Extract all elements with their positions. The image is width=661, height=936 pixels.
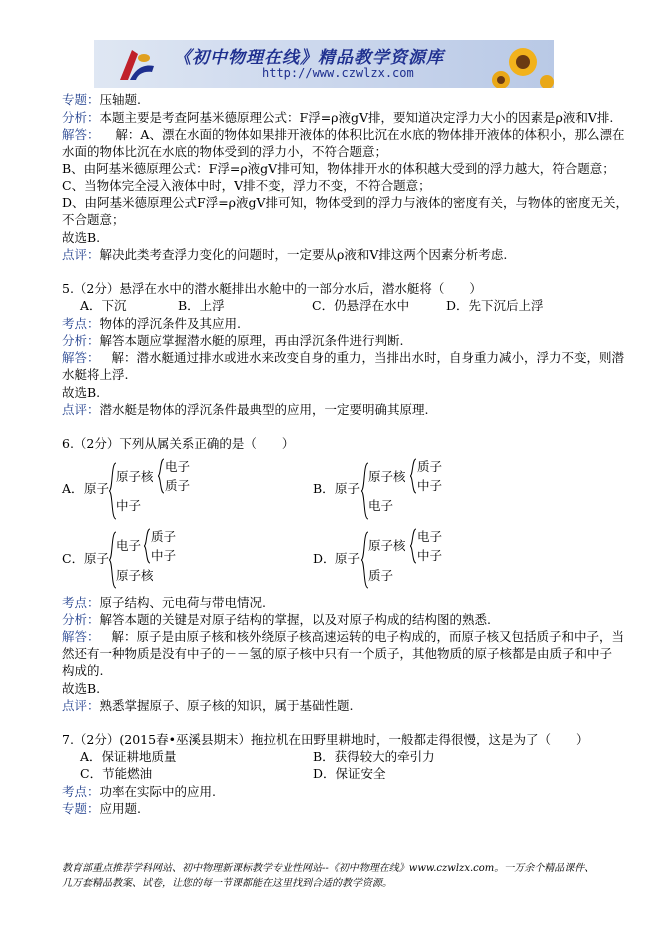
q6-solution-3: 构成的. [62, 663, 104, 678]
q7-keypoint: 功率在实际中的应用. [99, 784, 216, 799]
site-logo-icon [114, 44, 158, 84]
q5-answer: 故选B. [62, 385, 101, 400]
q6-solution-1: 解：原子是由原子核和核外绕原子核高速运转的电子构成的，而原子核又包括质子和中子，当 [111, 629, 624, 644]
footer-line-2: 几万套精品教案、试卷，让您的每一节课都能在这里找到合适的教学资源。 [62, 878, 392, 889]
q7-topic: 应用题. [99, 801, 141, 816]
q6-c-letter: C． [62, 551, 85, 566]
q6-answer: 故选B. [62, 681, 101, 696]
q6-a-subbrace [157, 458, 165, 494]
q7-stem: 7.（2分）(2015春•巫溪县期末）拖拉机在田野里耕地时，一般都走得很慢，这是为了（ ） [62, 732, 589, 747]
q7-option-b: B．获得较大的牵引力 [313, 749, 435, 764]
q6-analysis-line [62, 611, 491, 628]
q6-b-root: 原子 [335, 481, 361, 496]
q6-stem: 6.（2分）下列从属关系正确的是（ ） [62, 436, 295, 451]
q6-solution-2: 然还有一种物质是没有中子的－－氢的原子核中只有一个质子，其他物质的原子核都是由质子和中子 [62, 646, 613, 661]
q5-option-d: D．先下沉后上浮 [446, 298, 544, 313]
comment-label: 点评： [62, 247, 100, 262]
q6-solution-line1 [62, 628, 624, 645]
q6-d-letter: D． [313, 551, 336, 566]
q5-option-a: A．下沉 [80, 298, 127, 313]
q6-d-sub: 原子核 [368, 538, 406, 553]
analysis-label: 分析： [62, 333, 100, 348]
q6-c-other: 原子核 [116, 568, 154, 583]
q4-solution-1: 解：A、漂在水面的物体如果排开液体的体积比沉在水底的物体排开液体的体积小，那么漂在 [115, 127, 625, 142]
q6-c-root: 原子 [84, 551, 110, 566]
solution-label: 解答： [62, 629, 100, 644]
q6-b-leaf2: 中子 [417, 478, 443, 493]
q6-comment-line [62, 697, 354, 714]
q6-keypoint: 原子结构、元电荷与带电情况. [99, 595, 266, 610]
q4-analysis-line [62, 109, 613, 126]
q5-comment: 潜水艇是物体的浮沉条件最典型的应用，一定要明确其原理. [99, 402, 429, 417]
analysis-label: 分析： [62, 612, 100, 627]
q6-c-subbrace [143, 528, 151, 564]
q5-analysis: 解答本题应掌握潜水艇的原理，再由浮沉条件进行判断. [99, 333, 404, 348]
q4-answer: 故选B. [62, 230, 101, 245]
q4-solution-2: 水面的物体比沉在水底的物体受到的浮力小，不符合题意； [62, 144, 388, 159]
q5-option-b: B．上浮 [178, 298, 225, 313]
q6-d-leaf2: 中子 [417, 548, 443, 563]
topic-label: 专题： [62, 801, 100, 816]
q4-solution-5: D、由阿基米德原理公式F浮=ρ液gV排可知，物体受到的浮力与液体的密度有关，与物体的密度无关， [62, 195, 629, 210]
q5-option-c: C．仍悬浮在水中 [312, 298, 410, 313]
solution-label: 解答： [62, 127, 100, 142]
keypoint-label: 考点： [62, 595, 100, 610]
q6-c-sub: 电子 [116, 538, 142, 553]
q7-option-d: D．保证安全 [313, 766, 386, 781]
topic-label: 专题： [62, 92, 100, 107]
q6-keypoint-line [62, 594, 266, 611]
q4-topic: 压轴题. [99, 92, 141, 107]
q6-c-leaf2: 中子 [151, 548, 177, 563]
q5-keypoint-line [62, 315, 241, 332]
q6-d-root: 原子 [335, 551, 361, 566]
q6-b-letter: B． [313, 481, 335, 496]
q5-keypoint: 物体的浮沉条件及其应用. [99, 316, 241, 331]
sunflower-icon [489, 40, 554, 88]
q5-solution-line1 [62, 349, 624, 366]
solution-label: 解答： [62, 350, 100, 365]
q6-c-leaf1: 质子 [151, 529, 177, 544]
q5-stem: 5.（2分）悬浮在水中的潜水艇排出水舱中的一部分水后，潜水艇将（ ） [62, 281, 482, 296]
q6-d-subbrace [409, 528, 417, 564]
banner-url[interactable]: http://www.czwlzx.com [262, 66, 414, 80]
q6-b-sub: 原子核 [368, 469, 406, 484]
header-banner [94, 40, 554, 88]
q6-d-other: 质子 [368, 568, 394, 583]
comment-label: 点评： [62, 402, 100, 417]
q4-solution-line1 [62, 126, 624, 143]
q5-solution-2: 水艇将上浮. [62, 367, 129, 382]
q4-comment: 解决此类考查浮力变化的问题时，一定要从ρ液和V排这两个因素分析考虑. [99, 247, 508, 262]
q6-a-root: 原子 [84, 481, 110, 496]
q6-b-subbrace [409, 458, 417, 494]
q5-solution-1: 解：潜水艇通过排水或进水来改变自身的重力，当排出水时，自身重力减小，浮力不变，则潜 [111, 350, 624, 365]
q5-comment-line [62, 401, 429, 418]
q6-a-leaf2: 质子 [165, 478, 191, 493]
q6-a-leaf1: 电子 [165, 459, 191, 474]
q7-option-c: C．节能燃油 [80, 766, 153, 781]
q6-a-other: 中子 [116, 498, 142, 513]
q7-keypoint-line [62, 783, 216, 800]
q4-topic-line [62, 91, 141, 108]
q4-solution-6: 不合题意； [62, 212, 125, 227]
q6-analysis: 解答本题的关键是对原子结构的掌握，以及对原子构成的结构图的熟悉. [99, 612, 491, 627]
q6-b-leaf1: 质子 [417, 459, 443, 474]
keypoint-label: 考点： [62, 784, 100, 799]
q6-a-sub: 原子核 [116, 469, 154, 484]
keypoint-label: 考点： [62, 316, 100, 331]
q4-solution-3: B、由阿基米德原理公式：F浮=ρ液gV排可知，物体排开水的体积越大受到的浮力越大，符合题意； [62, 161, 615, 176]
q6-comment: 熟悉掌握原子、原子核的知识，属于基础性题. [99, 698, 354, 713]
banner-title: 《初中物理在线》精品教学资源库 [174, 48, 444, 68]
q7-topic-line [62, 800, 141, 817]
footer-line-1: 教育部重点推荐学科网站、初中物理新课标教学专业性网站--《初中物理在线》www.czwlzx.com。一万余个精品课件、 [62, 863, 595, 874]
analysis-label: 分析： [62, 110, 100, 125]
q5-analysis-line [62, 332, 404, 349]
q6-b-other: 电子 [368, 498, 394, 513]
q6-a-letter: A． [62, 481, 84, 496]
q4-solution-4: C、当物体完全浸入液体中时，V排不变，浮力不变，不符合题意； [62, 178, 431, 193]
q4-comment-line [62, 246, 507, 263]
q6-d-leaf1: 电子 [417, 529, 443, 544]
q4-analysis: 本题主要是考查阿基米德原理公式：F浮=ρ液gV排，要知道决定浮力大小的因素是ρ液和V排. [99, 110, 614, 125]
q7-option-a: A．保证耕地质量 [80, 749, 177, 764]
comment-label: 点评： [62, 698, 100, 713]
